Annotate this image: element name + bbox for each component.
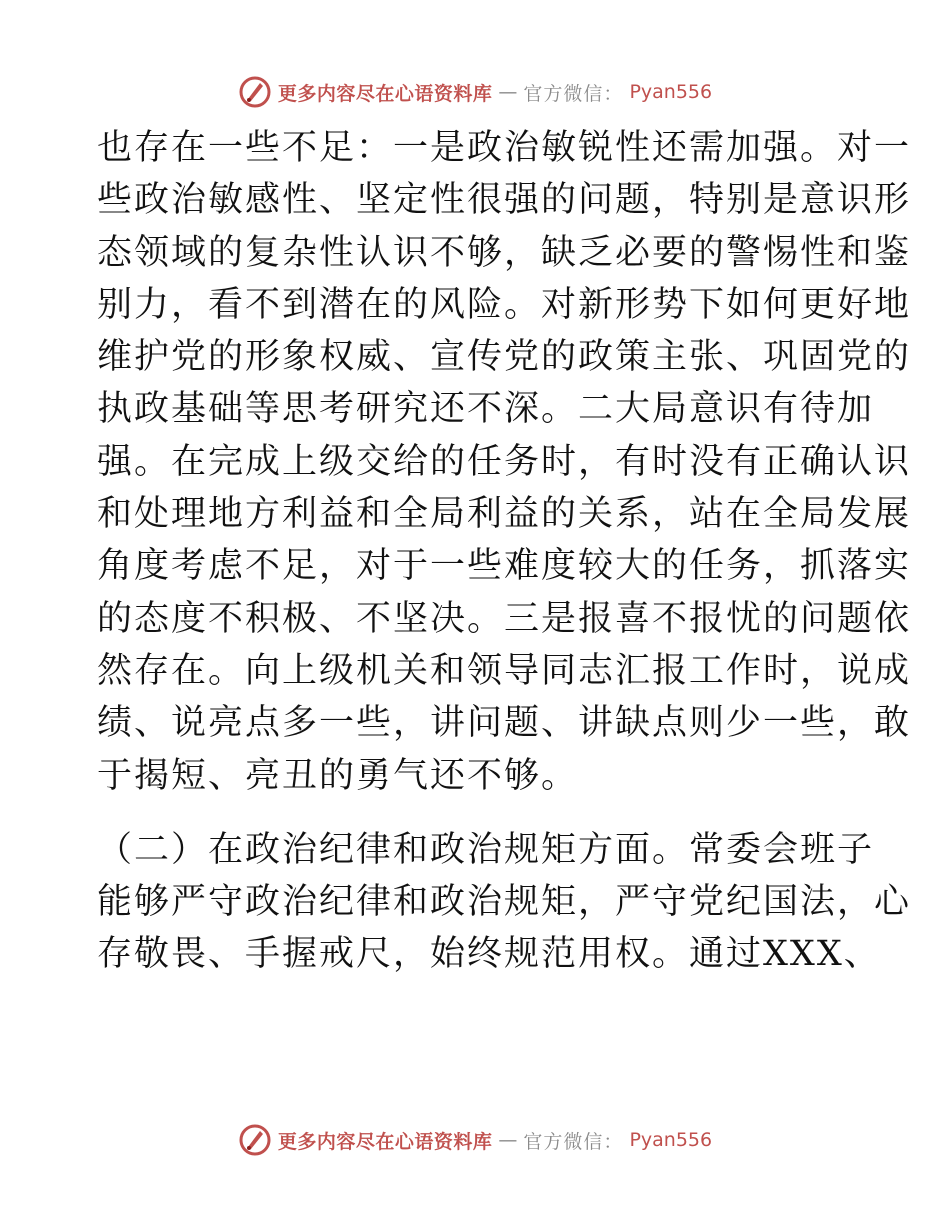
text-line: 于揭短、亮丑的勇气还不够。 bbox=[97, 755, 579, 796]
text-line: 角度考虑不足，对于一些难度较大的任务，抓落实 bbox=[97, 546, 912, 587]
text-line: 也存在一些不足：一是政治敏锐性还需加强。对一 bbox=[97, 128, 912, 168]
watermark-wechat-id: Pyan556 bbox=[629, 1129, 713, 1151]
watermark-wechat-id: Pyan556 bbox=[629, 81, 713, 103]
paragraph-1 bbox=[97, 122, 912, 802]
document-body bbox=[97, 122, 912, 981]
text-line: （二）在政治纪律和政治规矩方面。常委会班子 bbox=[97, 829, 875, 870]
text-line: 的态度不积极、不坚决。三是报喜不报忧的问题依 bbox=[97, 598, 912, 639]
watermark-separator: — bbox=[498, 1129, 518, 1151]
watermark-brand: 更多内容尽在心语资料库 bbox=[277, 82, 493, 105]
text-line: 和处理地方利益和全局利益的关系，站在全局发展 bbox=[97, 494, 912, 535]
watermark-brand: 更多内容尽在心语资料库 bbox=[277, 1130, 493, 1153]
header-watermark bbox=[0, 72, 950, 112]
text-line: 执政基础等思考研究还不深。二大局意识有待加 bbox=[97, 389, 875, 430]
text-line: 强。在完成上级交给的任务时，有时没有正确认识 bbox=[97, 441, 912, 482]
footer-watermark bbox=[0, 1120, 950, 1160]
watermark-separator: — bbox=[498, 81, 518, 103]
text-line: 存敬畏、手握戒尺，始终规范用权。通过XXX、 bbox=[97, 934, 881, 975]
watermark-wechat-label: 官方微信： bbox=[523, 82, 624, 105]
text-line: 些政治敏感性、坚定性很强的问题，特别是意识形 bbox=[97, 180, 912, 221]
paragraph-2 bbox=[97, 824, 912, 981]
watermark-wechat-label: 官方微信： bbox=[523, 1130, 624, 1153]
logo-icon bbox=[238, 75, 272, 109]
text-line: 绩、说亮点多一些，讲问题、讲缺点则少一些，敢 bbox=[97, 703, 912, 744]
text-line: 别力，看不到潜在的风险。对新形势下如何更好地 bbox=[97, 284, 912, 325]
text-line: 态领域的复杂性认识不够，缺乏必要的警惕性和鉴 bbox=[97, 232, 912, 273]
text-line: 然存在。向上级机关和领导同志汇报工作时，说成 bbox=[97, 650, 912, 691]
text-line: 维护党的形象权威、宣传党的政策主张、巩固党的 bbox=[97, 337, 912, 378]
logo-icon bbox=[238, 1123, 272, 1157]
text-line: 能够严守政治纪律和政治规矩，严守党纪国法，心 bbox=[97, 882, 912, 923]
